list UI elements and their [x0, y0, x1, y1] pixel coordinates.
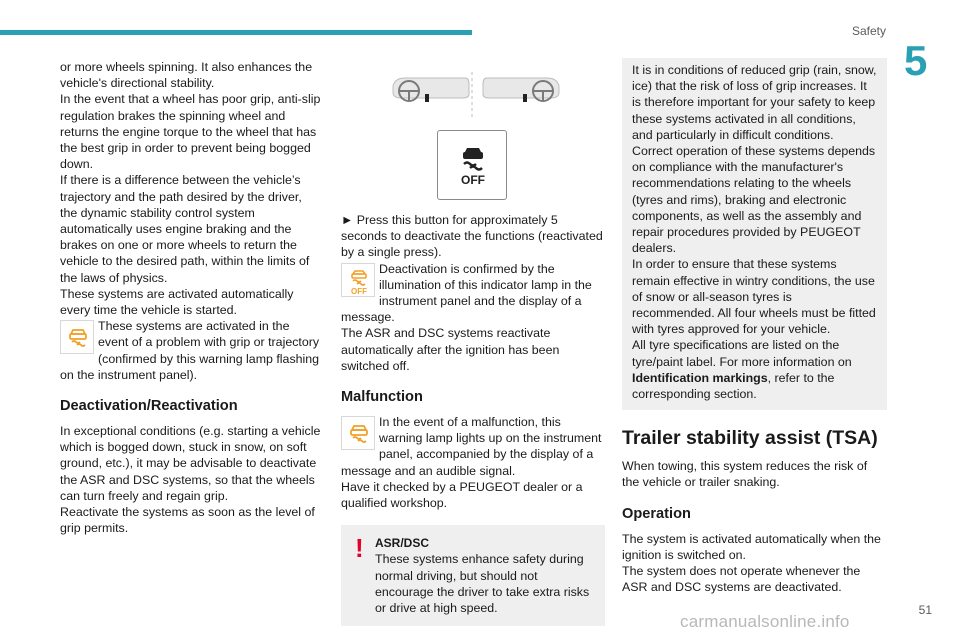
lamp-description: Deactivation is confirmed by the illumination of this indicator lamp in the instrument panel and the display of a message.: [341, 261, 592, 325]
esc-off-button-label: OFF: [461, 173, 485, 187]
warning-title: ASR/DSC: [375, 536, 430, 551]
cross-reference-link[interactable]: Identification markings: [632, 370, 768, 385]
dashboard-lhd-icon: [391, 72, 471, 108]
malfunction-lamp-note: [341, 414, 605, 479]
section-title: Safety: [851, 24, 886, 38]
chapter-number: 5: [904, 37, 928, 84]
esc-off-icon: [454, 143, 492, 187]
paragraph: ► Press this button for approximately 5 seconds to deactivate the functions (reactivated by a single press).: [341, 213, 603, 260]
lamp-description: In the event of a malfunction, this warning lamp lights up on the instrument panel, accompanied by the display of a message and an audible signal.: [341, 415, 602, 478]
heading-trailer-stability: Trailer stability assist (TSA): [622, 427, 878, 450]
esc-off-button[interactable]: [437, 130, 507, 200]
paragraph: The ASR and DSC systems reactivate automatically after the ignition has been switched off.: [341, 326, 560, 373]
heading-deactivation: Deactivation/Reactivation: [60, 398, 238, 415]
header-accent-bar: [0, 30, 472, 35]
skid-warning-lamp-icon: [60, 320, 94, 354]
column-3: [622, 58, 887, 595]
lamp-description: These systems are activated in the event of a problem with grip or trajectory (confirmed by this warning lamp flashing on the instrument panel).: [60, 319, 320, 382]
paragraph: or more wheels spinning. It also enhances the vehicle's directional stability.: [60, 60, 313, 91]
off-lamp-note: [341, 261, 605, 326]
page-number: 51: [918, 603, 932, 617]
paragraph: It is in conditions of reduced grip (rain, snow, ice) that the risk of loss of grip increases. It is therefore important for your safety to keep these systems activated in all conditions, and particularly in difficult conditions.: [632, 63, 877, 142]
column-2: [341, 72, 605, 626]
paragraph: These systems are activated automatically every time the vehicle is started.: [60, 286, 294, 318]
paragraph: The system is activated automatically when the ignition is switched on.: [622, 531, 881, 562]
heading-malfunction: Malfunction: [341, 389, 423, 406]
text-run: , refer to the corresponding section.: [632, 370, 835, 402]
dashboard-rhd-icon: [481, 72, 561, 108]
esc-off-lamp-label: OFF: [351, 286, 367, 296]
watermark: carmanualsonline.info: [680, 612, 850, 631]
paragraph: In order to ensure that these systems remain effective in wintry conditions, the use of snow or all-season tyres is recommended. All four wheels must be fitted with tyres approved for your vehicle.: [632, 257, 876, 337]
warning-lamp-note: [60, 318, 322, 383]
paragraph: Have it checked by a PEUGEOT dealer or a qualified workshop.: [341, 479, 583, 511]
warning-box: [341, 525, 605, 626]
skid-warning-lamp-icon: [341, 416, 375, 450]
paragraph: If there is a difference between the vehicle’s trajectory and the path desired by the driver, the dynamic stability control system automatically uses engine braking and the brakes on one or more wheels to return the vehicle to the desired path, within the limits of the laws of physics.: [60, 173, 310, 285]
paragraph: Correct operation of these systems depends on compliance with the manufacturer's recommendations relating to the wheels (tyres and rims), braking and electronic components, as well as the assembly and repair procedures provided by PEUGEOT dealers.: [632, 144, 876, 256]
warning-exclamation-icon: !: [355, 533, 364, 564]
divider-line-icon: [470, 72, 474, 118]
warning-text: These systems enhance safety during normal driving, but should not encourage the driver to take extra risks or drive at high speed.: [375, 552, 590, 616]
paragraph: [632, 337, 877, 402]
paragraph: In the event that a wheel has poor grip, anti-slip regulation brakes the spinning wheel and returns the engine torque to the wheel that has the best grip in order to prevent being bogged down.: [60, 92, 321, 172]
info-box: [622, 58, 887, 410]
paragraph: When towing, this system reduces the risk of the vehicle or trailer snaking.: [622, 459, 868, 490]
column-1: [60, 59, 322, 536]
paragraph: The system does not operate whenever the ASR and DSC systems are deactivated.: [622, 564, 861, 595]
paragraph: Reactivate the systems as soon as the level of grip permits.: [60, 505, 315, 536]
dashboard-illustration: [341, 72, 605, 208]
esc-off-lamp-icon: [341, 263, 375, 297]
paragraph: In exceptional conditions (e.g. starting a vehicle which is bogged down, stuck in snow, on soft ground, etc.), it may be advisable to deactivate the ASR and DSC systems, so that the wheels can turn freely and regain grip.: [60, 424, 321, 503]
heading-operation: Operation: [622, 505, 691, 522]
text-run: All tyre specifications are listed on the tyre/paint label. For more information on: [632, 338, 852, 369]
